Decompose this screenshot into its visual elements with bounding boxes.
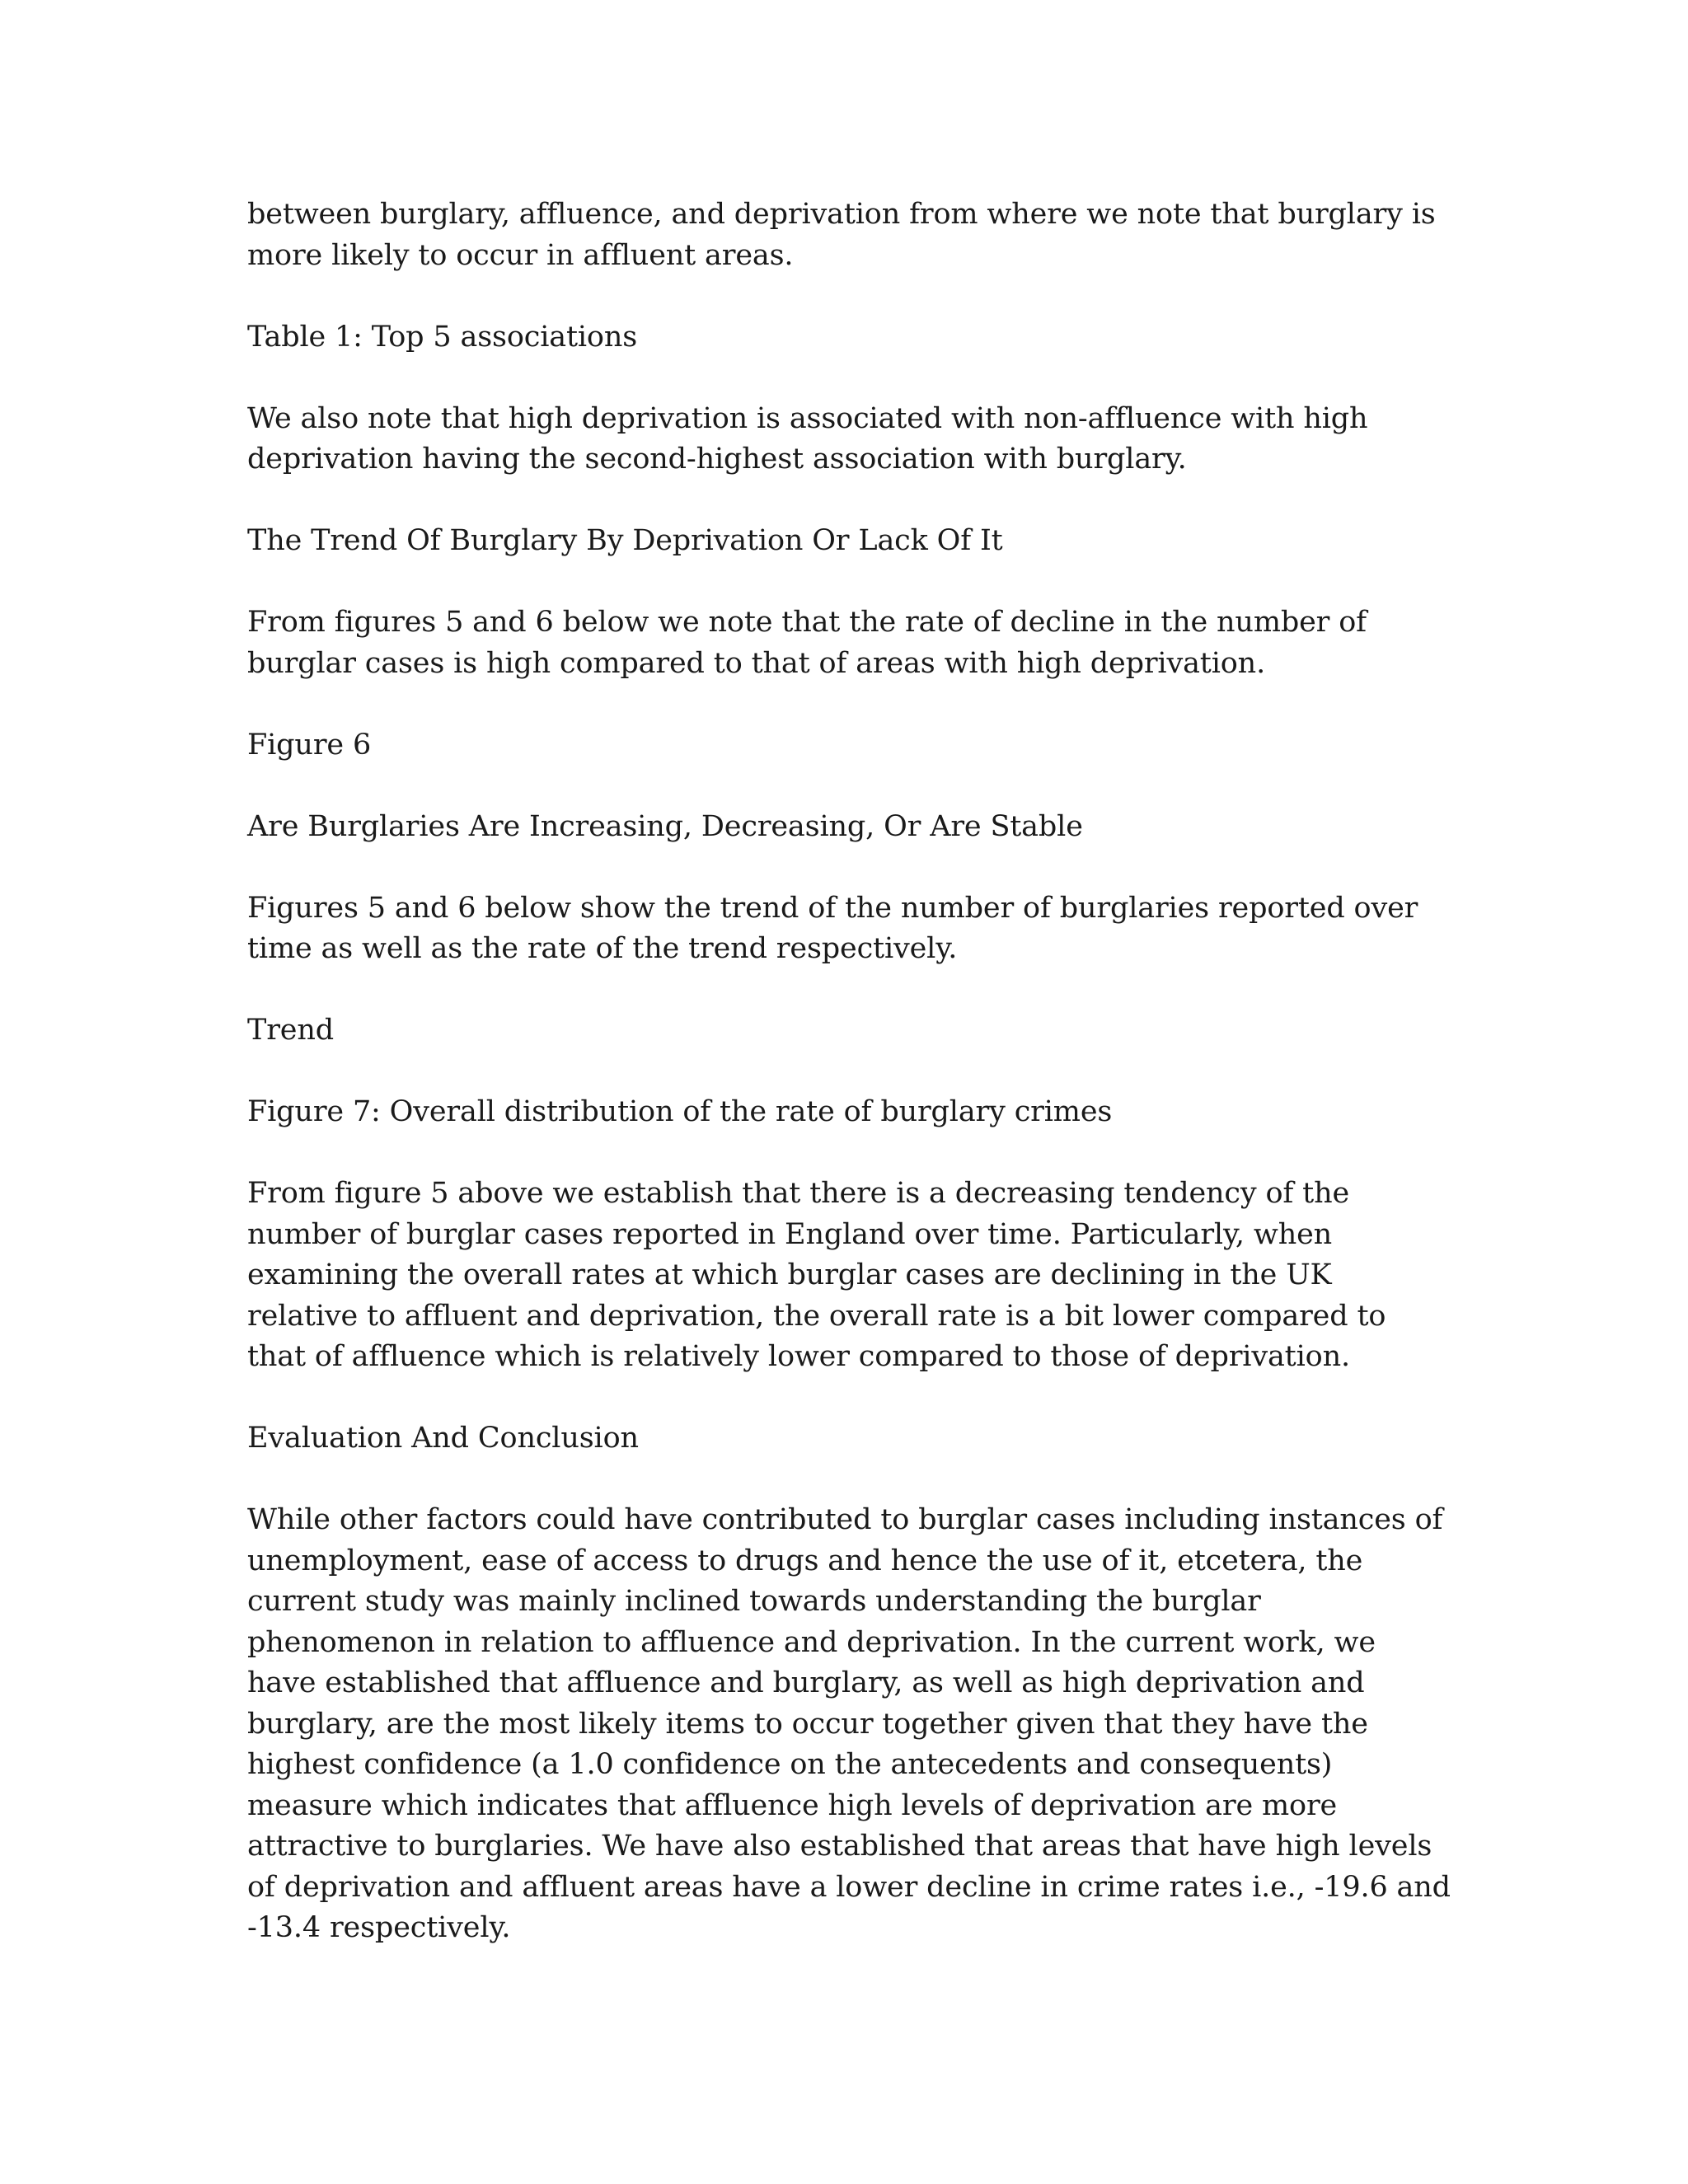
section-heading-trend-deprivation: The Trend Of Burglary By Deprivation Or Lack Of It: [247, 524, 1003, 557]
paragraph-conclusion: While other factors could have contributed to burglar cases including instances of unemployment, ease of access to drugs and hence the use of it, etcetera, the current study was mainly inclined towards understanding the burglar phenomenon in relation to affluence and deprivation. In the current work, we have established that affluence and burglary, as well as high deprivation and burglary, are the most likely items to occur together given that they have the highest confidence (a 1.0 confidence on the antecedents and consequents) measure which indicates that affluence high levels of deprivation are more attractive to burglaries. We have also established that areas that have high levels of deprivation and affluent areas have a lower decline in crime rates i.e., -19.6 and -13.4 respectively.: [247, 1503, 1451, 1944]
figure-label: Figure 6: [247, 728, 372, 762]
table-caption: Table 1: Top 5 associations: [247, 320, 638, 354]
paragraph-figures-description: Figures 5 and 6 below show the trend of the number of burglaries reported over time as well as the rate of the trend respectively.: [247, 891, 1418, 965]
paragraph-rate-of-decline: From figures 5 and 6 below we note that the rate of decline in the number of burglar cases is high compared to that of areas with high deprivation.: [247, 606, 1367, 680]
figure-caption: Figure 7: Overall distribution of the rate of burglary crimes: [247, 1095, 1113, 1128]
section-heading-evaluation-conclusion: Evaluation And Conclusion: [247, 1422, 639, 1455]
document-body: [247, 194, 1451, 1949]
paragraph-decreasing-tendency: From figure 5 above we establish that there is a decreasing tendency of the number of burglar cases reported in England over time. Particularly, when examining the overall rates at which burglar cases are declining in the UK relative to affluent and deprivation, the overall rate is a bit lower compared to that of affluence which is relatively lower compared to those of deprivation.: [247, 1177, 1386, 1373]
section-heading-burglary-trend: Are Burglaries Are Increasing, Decreasing, Or Are Stable: [247, 809, 1083, 843]
paragraph-deprivation-association: We also note that high deprivation is associated with non-affluence with high deprivation having the second-highest association with burglary.: [247, 401, 1368, 476]
subheading-trend: Trend: [247, 1014, 334, 1047]
paragraph-intro-continuation: between burglary, affluence, and deprivation from where we note that burglary is more likely to occur in affluent areas.: [247, 198, 1436, 272]
